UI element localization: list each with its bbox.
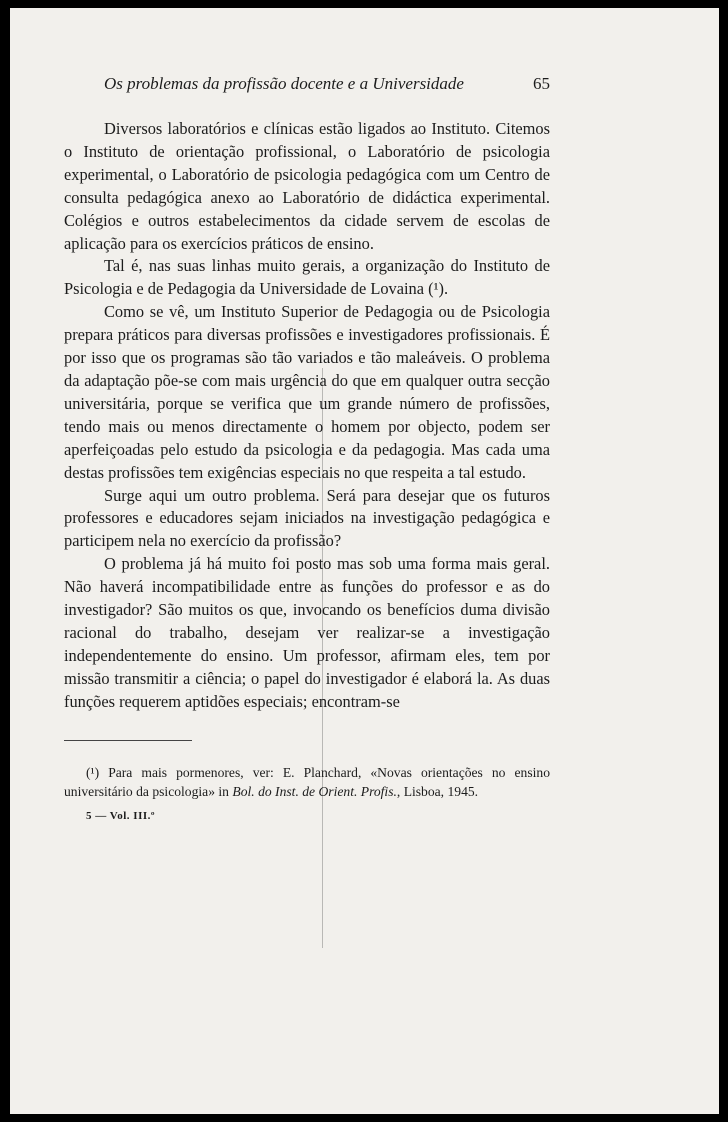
footnote-marker: (¹) (86, 764, 100, 780)
footnote (64, 763, 550, 801)
page-content (64, 74, 550, 822)
scanned-page (10, 8, 719, 1114)
running-head (104, 74, 550, 104)
paragraph-1: Diversos laboratórios e clínicas estão ligados ao Instituto. Citemos o Instituto de orientação profissional, o Laboratório de psicologia experimental, o Laboratório de psicologia pedagógica com um Centro de consulta pedagógica anexo ao Laboratório de didáctica experimental. Colégios e outros estabelecimentos da cidade servem de escolas de aplicação para os exercícios práticos de ensino. (64, 119, 550, 253)
paragraph-4: Surge aqui um outro problema. Será para desejar que os futuros professores e educadores sejam iniciados na investigação pedagógica e participem nela no exercício da profissão? (64, 485, 550, 551)
running-head-title: Os problemas da profissão docente e a Universidade (104, 74, 464, 93)
footnote-text-end: , Lisboa, 1945. (396, 783, 479, 799)
page-number: 65 (533, 74, 550, 93)
footnote-rule (64, 740, 192, 741)
body-text (64, 118, 550, 714)
footnote-source: Bol. do Inst. de Orient. Profis. (232, 783, 397, 799)
signature-mark: 5 — Vol. III.º (86, 809, 156, 822)
paragraph-3: Como se vê, um Instituto Superior de Pedagogia ou de Psicologia prepara práticos para diversas profissões e investigadores profissionais. É por isso que os programas são tão variados e tão maleáveis. O problema da adaptação põe-se com mais urgência do que em qualquer outra secção universitária, porque se verifica que um grande número de profissões, tendo mais ou menos directamente o homem por objecto, podem ser aperfeiçoadas pelo estudo da psicologia e da pedagogia. Mas cada uma destas profissões tem exigências especiais no que respeita a tal estudo. (64, 302, 550, 482)
footnote-text: Para mais pormenores, ver: E. Planchard, «Novas orientações no ensino universitário da psicologia» in (64, 764, 550, 799)
paragraph-5: O problema já há muito foi posto mas sob uma forma mais geral. Não haverá incompatibilidade entre as funções do professor e as do investigador? São muitos os que, invocando os benefícios duma divisão racional do trabalho, desejam ver realizar-se a investigação independentemente do ensino. Um professor, afirmam eles, tem por missão transmitir a ciência; o papel do investigador é elaborá la. As duas funções requerem aptidões especiais; encontram-se (64, 554, 550, 711)
paragraph-2: Tal é, nas suas linhas muito gerais, a organização do Instituto de Psicologia e de Pedagogia da Universidade de Lovaina (¹). (64, 256, 550, 299)
